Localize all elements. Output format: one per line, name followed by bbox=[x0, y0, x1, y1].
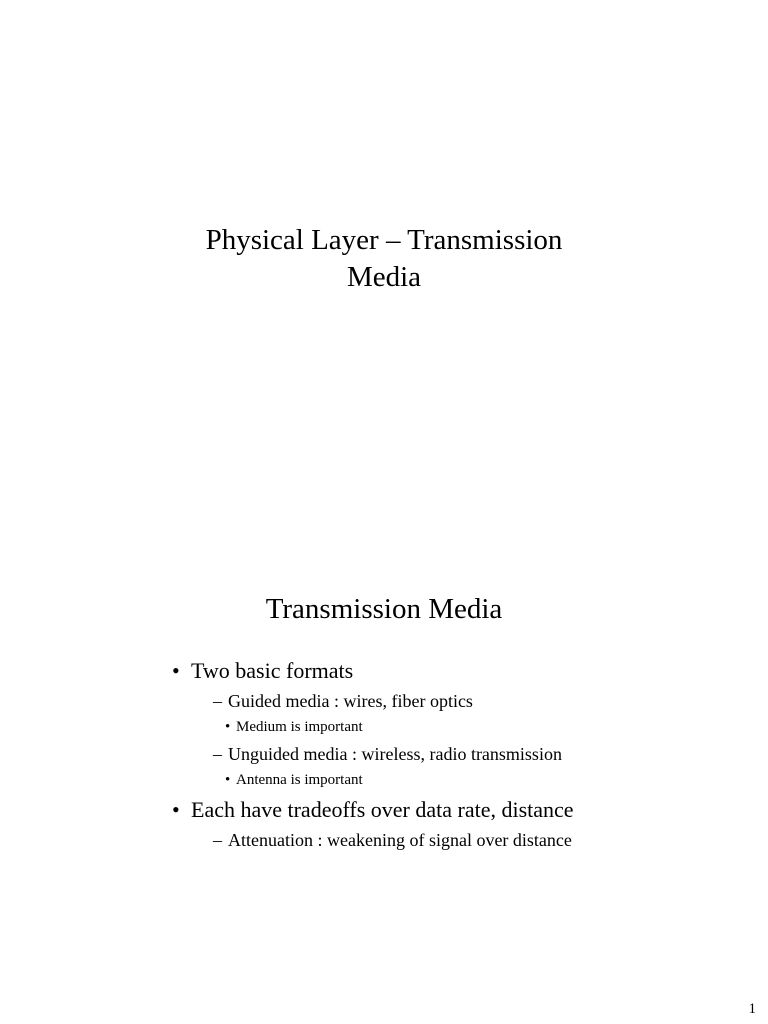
dash-marker: – bbox=[213, 691, 222, 711]
sub-sub-bullet-medium bbox=[225, 718, 363, 736]
bullet-text: Attenuation : weakening of signal over distance bbox=[228, 830, 572, 850]
bullet-marker: • bbox=[225, 772, 231, 788]
sub-bullet-guided-media bbox=[213, 690, 473, 712]
bullet-text: Antenna is important bbox=[236, 772, 363, 788]
bullet-two-basic-formats bbox=[172, 658, 353, 684]
slide2-title: Transmission Media bbox=[265, 593, 503, 625]
bullet-marker: • bbox=[172, 658, 180, 683]
bullet-text: Unguided media : wireless, radio transmission bbox=[228, 744, 562, 764]
bullet-text: Each have tradeoffs over data rate, distance bbox=[191, 797, 574, 822]
slide1-title bbox=[0, 222, 768, 296]
bullet-text: Guided media : wires, fiber optics bbox=[228, 691, 473, 711]
slide1-title-line2: Media bbox=[346, 261, 422, 293]
bullet-marker: • bbox=[172, 797, 180, 822]
sub-bullet-unguided-media bbox=[213, 743, 562, 765]
bullet-text: Two basic formats bbox=[191, 658, 354, 683]
bullet-text: Medium is important bbox=[236, 719, 363, 735]
sub-bullet-attenuation bbox=[213, 829, 572, 851]
dash-marker: – bbox=[213, 830, 222, 850]
sub-sub-bullet-antenna bbox=[225, 771, 363, 789]
bullet-tradeoffs bbox=[172, 797, 574, 823]
dash-marker: – bbox=[213, 744, 222, 764]
bullet-marker: • bbox=[225, 719, 231, 735]
slide1-title-line1: Physical Layer – Transmission bbox=[205, 224, 563, 256]
page-number: 1 bbox=[748, 1001, 756, 1017]
